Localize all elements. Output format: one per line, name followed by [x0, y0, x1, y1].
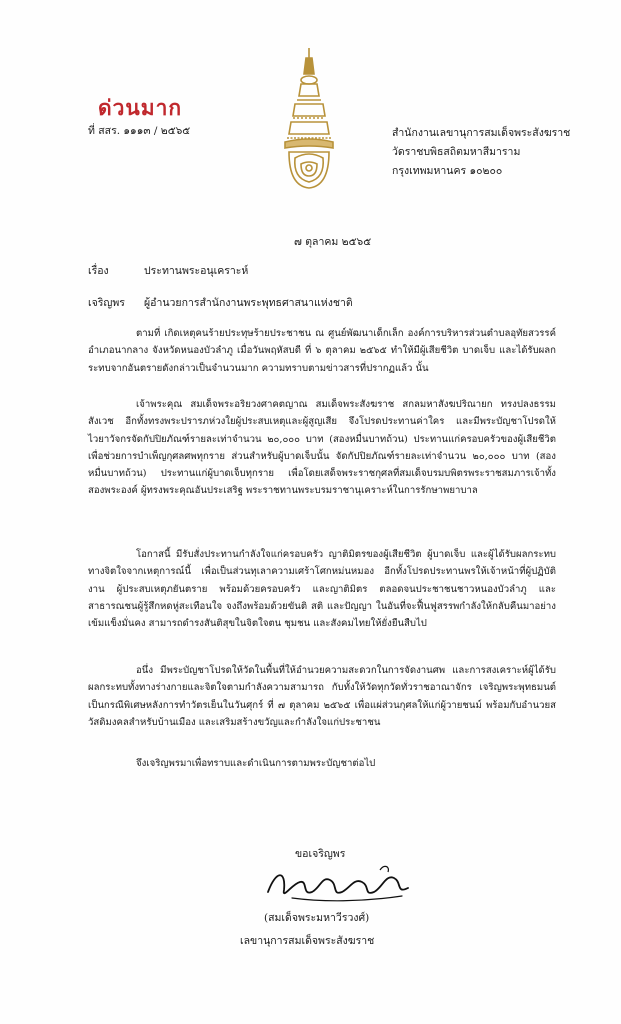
address-line: สำนักงานเลขานุการสมเด็จพระสังฆราช: [392, 127, 571, 139]
recipient-label: เจริญพร: [88, 297, 125, 309]
handwritten-signature: [262, 862, 412, 906]
recipient-line: [88, 294, 353, 311]
royal-emblem-icon: [279, 44, 339, 192]
reference-number: ที่ สสร. ๑๑๑๓ / ๒๕๖๕: [88, 125, 191, 137]
body-paragraph: เจ้าพระคุณ สมเด็จพระอริยวงศาคตญาณ สมเด็จพระสังฆราช สกลมหาสังฆปริณายก ทรงปลงธรรมสังเวช อีกทั้งทรงพระปรารภห่วงใยผู้ประสบเหตุและผู้สูญเสีย จึงโปรดประทานค่าใคร และมีพระบัญชาโปรดให้ไวยาวัจกรจัดกัปปิยภัณฑ์รายละเท่าจำนวน ๒๐,๐๐๐ บาท (สองหมื่นบาทถ้วน) ประทานแก่ครอบครัวของผู้เสียชีวิต เพื่อช่วยการบำเพ็ญกุศลศพทุกราย ส่วนสำหรับผู้บาดเจ็บนั้น จัดกัปปิยภัณฑ์รายละเท่าจำนวน ๒๐,๐๐๐ บาท (สองหมื่นบาทถ้วน) ประทานแก่ผู้บาดเจ็บทุกราย เพื่อโดยเสด็จพระราชกุศลที่สมเด็จบรมบพิตรพระราชสมภารเจ้าทั้งสองพระองค์ ผู้ทรงพระคุณอันประเสริฐ พระราชทานพระบรมราชานุเคราะห์ในการรักษาพยาบาล: [88, 399, 556, 497]
address-line: กรุงเทพมหานคร ๑๐๒๐๐: [392, 165, 503, 177]
closing-salutation: ขอเจริญพร: [295, 848, 346, 860]
letter-date: ๗ ตุลาคม ๒๕๖๕: [294, 236, 372, 248]
body-paragraph: ตามที่ เกิดเหตุคนร้ายประทุษร้ายประชาชน ณ ศูนย์พัฒนาเด็กเล็ก องค์การบริหารส่วนตำบลอุทัยสวรรค์ อำเภอนากลาง จังหวัดหนองบัวลำภู เมื่อวันพฤหัสบดี ที่ ๖ ตุลาคม ๒๕๖๕ ทำให้มีผู้เสียชีวิต บาดเจ็บ และได้รับผลกระทบจากอันตรายดังกล่าวเป็นจำนวนมาก ความทราบตามข่าวสารที่ปรากฏแล้ว นั้น: [88, 328, 556, 374]
body-paragraph: จึงเจริญพรมาเพื่อทราบและดำเนินการตามพระบัญชาต่อไป: [136, 758, 376, 769]
subject-label: เรื่อง: [88, 265, 109, 277]
subject-line: [88, 262, 248, 279]
signer-position: เลขานุการสมเด็จพระสังฆราช: [240, 935, 375, 947]
recipient-text: ผู้อำนวยการสำนักงานพระพุทธศาสนาแห่งชาติ: [144, 297, 353, 309]
urgent-stamp: ด่วนมาก: [98, 96, 183, 120]
body-paragraph: อนึ่ง มีพระบัญชาโปรดให้วัดในพื้นที่ให้อำนวยความสะดวกในการจัดงานศพ และการสงเคราะห์ผู้ได้รับผลกระทบทั้งทางร่างกายและจิตใจตามกำลังความสามารถ กับทั้งให้วัดทุกวัดทั่วราชอาณาจักร เจริญพระพุทธมนต์ เป็นกรณีพิเศษหลังการทำวัตรเย็นในวันศุกร์ ที่ ๗ ตุลาคม ๒๕๖๕ เพื่อแผ่ส่วนกุศลให้แก่ผู้วายชนม์ พร้อมกับอำนวยสวัสดิมงคลสำหรับบ้านเมือง และเสริมสร้างขวัญและกำลังใจแก่ประชาชน: [88, 665, 556, 728]
sender-address: [392, 124, 570, 181]
body-paragraph: โอกาสนี้ มีรับสั่งประทานกำลังใจแก่ครอบครัว ญาติมิตรของผู้เสียชีวิต ผู้บาดเจ็บ และผู้ได้รับผลกระทบทางจิตใจจากเหตุการณ์นี้ เพื่อเป็นส่วนทุเลาความเศร้าโศกหม่นหมอง อีกทั้งโปรดประทานพรให้เจ้าหน้าที่ผู้ปฏิบัติงาน ผู้ประสบเหตุภยันตราย พร้อมด้วยครอบครัว และญาติมิตร ตลอดจนประชาชนชาวหนองบัวลำภู และสาธารณชนผู้รู้สึกหดหู่สะเทือนใจ จงถึงพร้อมด้วยขันติ สติ และปัญญา ในอันที่จะฟื้นฟูสรรพกำลังให้กลับคืนมาอย่างเข้มแข็งมั่นคง สามารถดำรงสันติสุขในจิตใจตน ชุมชน และสังคมไทยให้ยั่งยืนสืบไป: [88, 549, 556, 630]
address-line: วัดราชบพิธสถิตมหาสีมาราม: [392, 146, 521, 158]
signer-name: (สมเด็จพระมหาวีรวงศ์): [264, 912, 370, 924]
subject-text: ประทานพระอนุเคราะห์: [144, 265, 249, 277]
